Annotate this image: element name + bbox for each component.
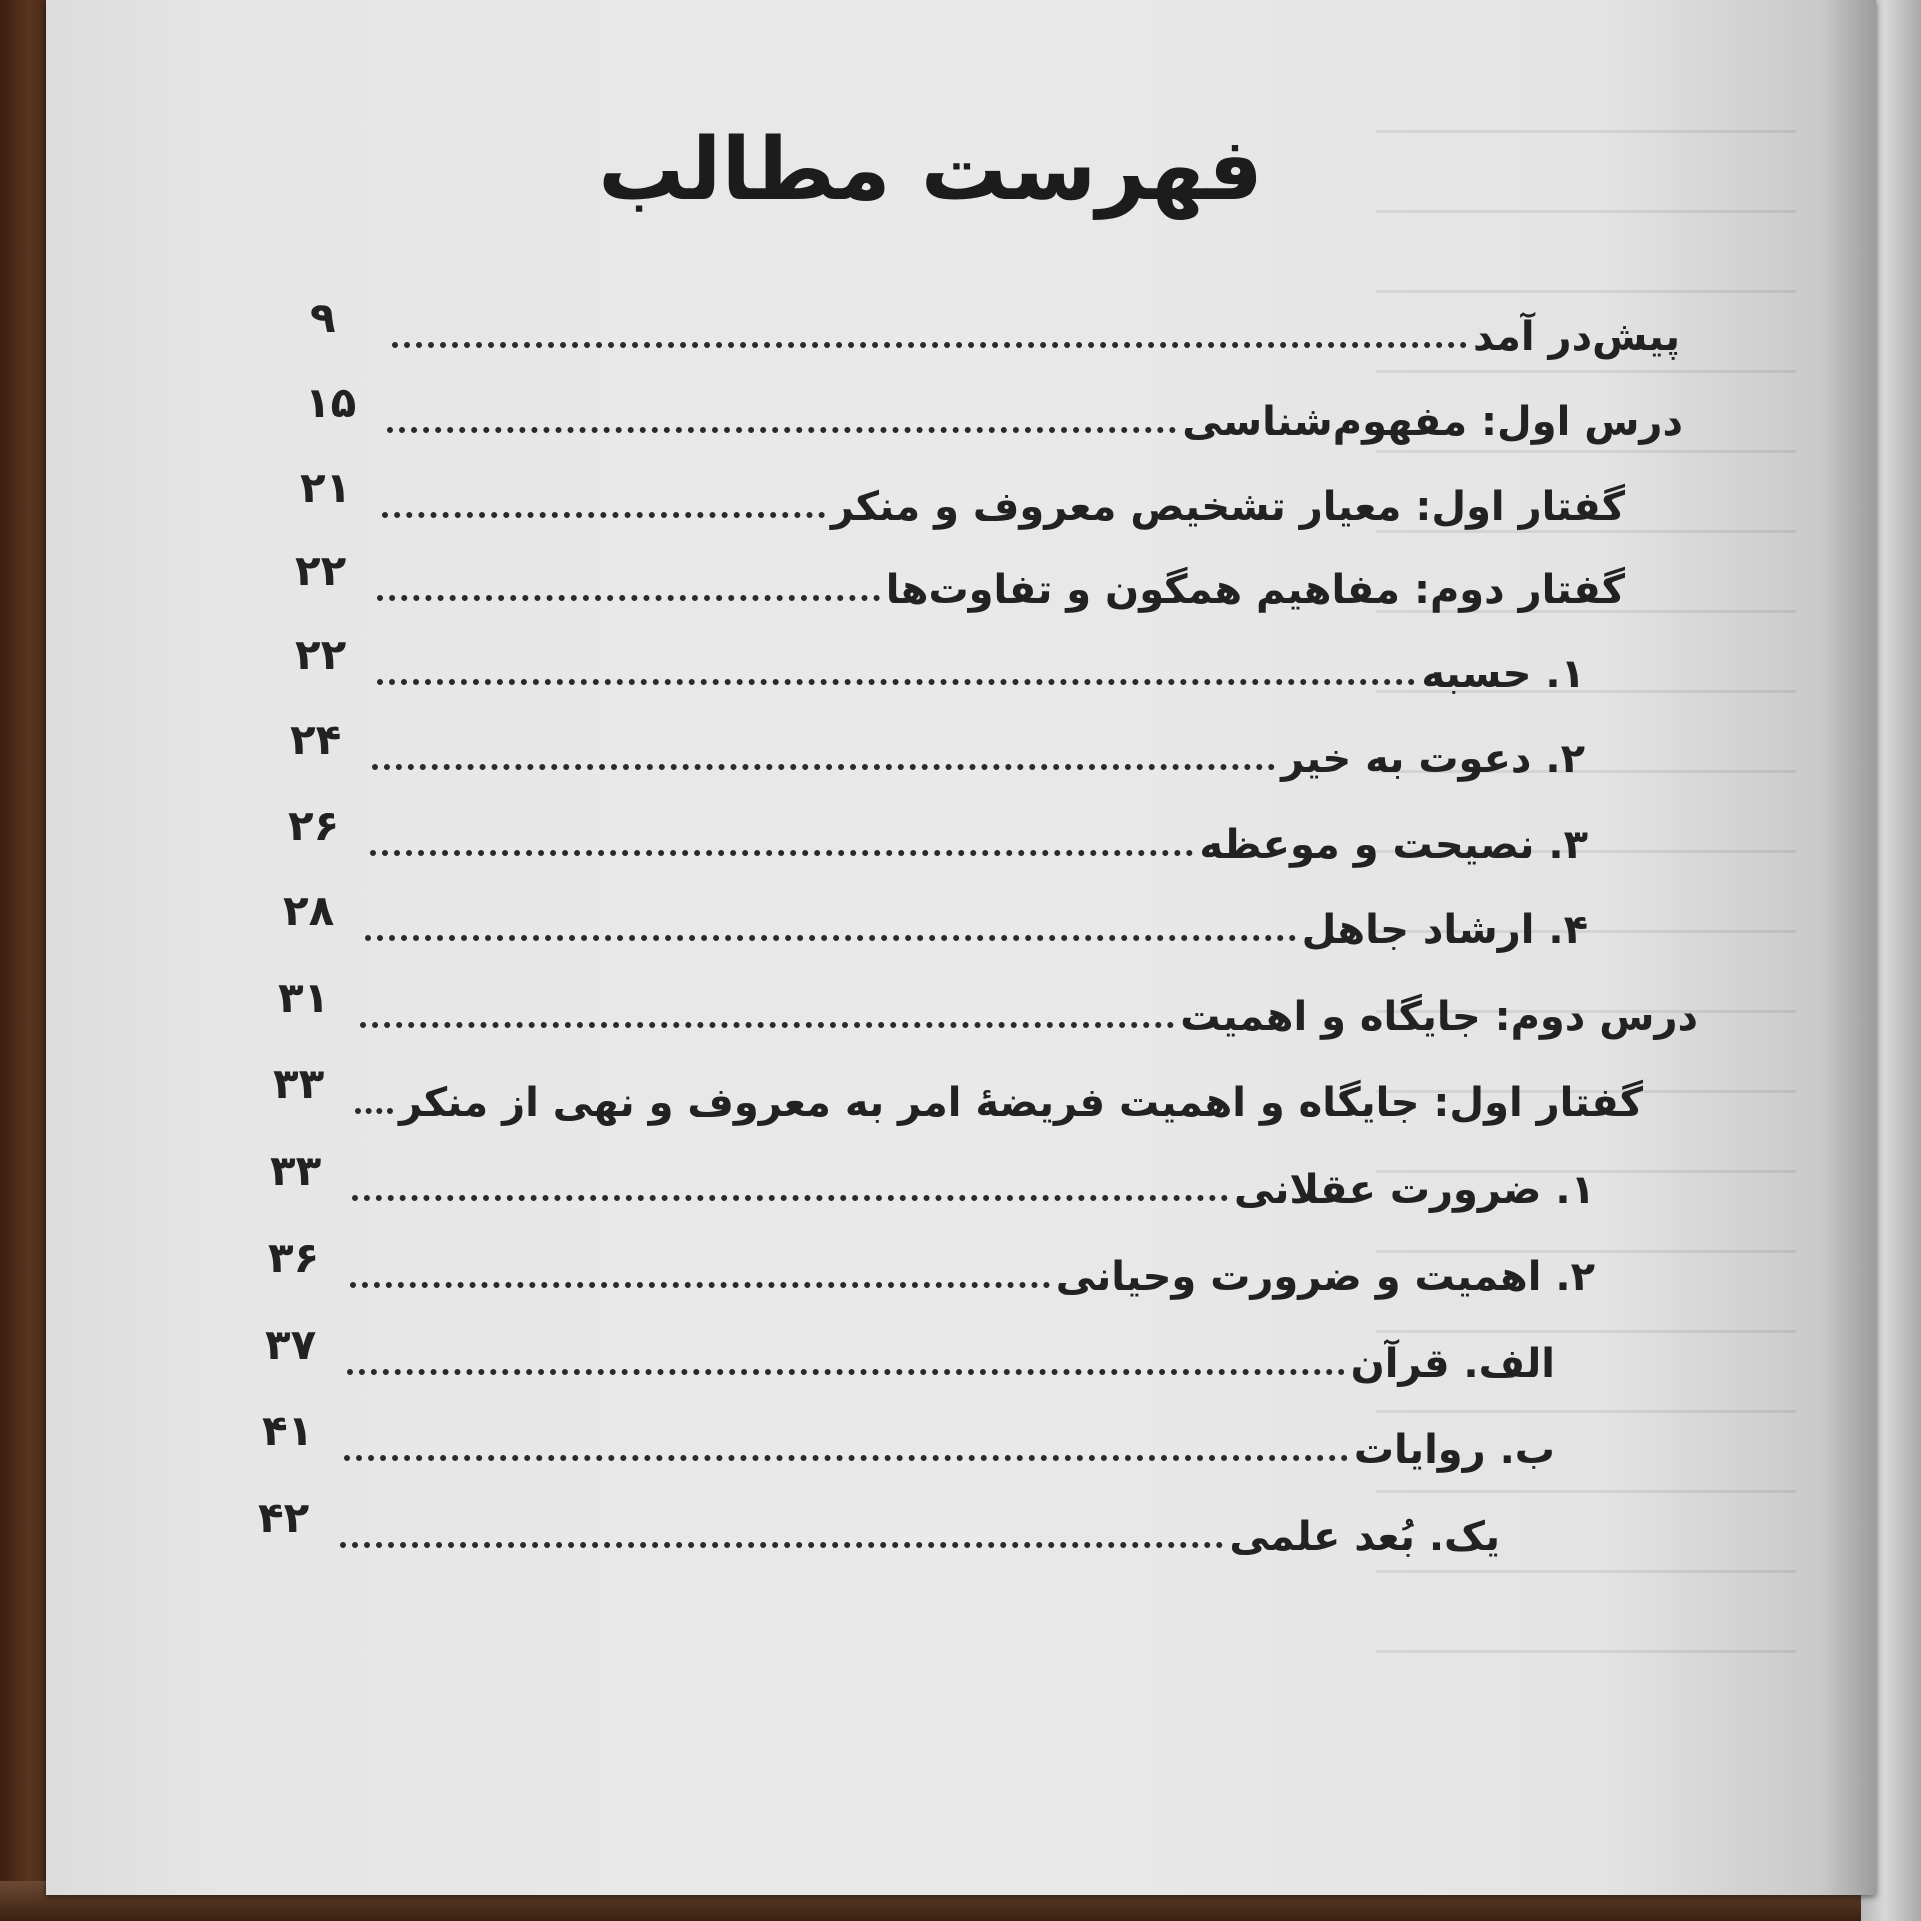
- dot-leader: [360, 1022, 1174, 1028]
- toc-entry-page: ۲۸: [283, 886, 335, 935]
- dot-leader: [382, 512, 825, 518]
- toc-entry: [310, 293, 1680, 360]
- dot-leader: [355, 1108, 393, 1114]
- toc-entry: [270, 1146, 1595, 1213]
- toc-entry-page: ۴۲: [258, 1493, 310, 1542]
- toc-entry-page: ۲۱: [300, 463, 352, 512]
- toc-entry-page: ۲۴: [290, 715, 342, 764]
- dot-leader: [340, 1542, 1223, 1548]
- dot-leader: [352, 1195, 1228, 1201]
- toc-entry-title: ۱. حسبه: [1421, 651, 1585, 697]
- dot-leader: [377, 679, 1415, 685]
- toc-entry: [258, 1493, 1500, 1560]
- toc-entry-page: ۳۶: [268, 1233, 320, 1282]
- toc-entry-title: درس اول: مفهوم‌شناسی: [1182, 399, 1683, 445]
- page-title: فهرست مطالب: [598, 120, 1263, 220]
- toc-entry: [283, 886, 1588, 953]
- toc-entry-title: گفتار اول: معیار تشخیص معروف و منکر: [830, 484, 1625, 530]
- toc-entry-page: ۲۲: [295, 546, 347, 595]
- toc-entry-page: ۳۳: [270, 1146, 322, 1195]
- toc-entry: [273, 1059, 1643, 1126]
- toc-entry-title: ۱. ضرورت عقلانی: [1233, 1167, 1595, 1213]
- toc-entry-title: گفتار دوم: مفاهیم همگون و تفاوت‌ها: [885, 567, 1625, 613]
- dot-leader: [370, 850, 1193, 856]
- toc-entry-page: ۲۶: [288, 801, 340, 850]
- toc-entry: [265, 1320, 1555, 1387]
- toc-entry: [290, 715, 1585, 782]
- dot-leader: [365, 935, 1296, 941]
- toc-entry: [262, 1406, 1555, 1473]
- toc-entry-page: ۱۵: [305, 378, 357, 427]
- toc-entry: [278, 973, 1698, 1040]
- toc-entry-page: ۴۱: [262, 1406, 314, 1455]
- toc-entry-page: ۹: [310, 293, 336, 342]
- toc-entry-title: الف. قرآن: [1350, 1341, 1555, 1387]
- toc-entry-title: درس دوم: جایگاه و اهمیت: [1180, 994, 1698, 1040]
- toc-entry-title: یک. بُعد علمی: [1229, 1514, 1500, 1560]
- dot-leader: [372, 764, 1275, 770]
- toc-entry-title: ۲. اهمیت و ضرورت وحیانی: [1055, 1254, 1595, 1300]
- toc-entry-title: ۲. دعوت به خیر: [1281, 736, 1585, 782]
- toc-entry-title: پیش‌در آمد: [1473, 314, 1680, 360]
- toc-entry: [295, 630, 1585, 697]
- toc-entry: [300, 463, 1625, 530]
- dot-leader: [392, 342, 1467, 348]
- toc-entry-page: ۳۱: [278, 973, 330, 1022]
- toc-entry-page: ۲۲: [295, 630, 347, 679]
- toc-entry-page: ۳۳: [273, 1059, 325, 1108]
- toc-entry-title: ۳. نصیحت و موعظه: [1199, 822, 1588, 868]
- dot-leader: [347, 1369, 1345, 1375]
- toc-entry-title: ب. روایات: [1353, 1427, 1555, 1473]
- toc-entry: [305, 378, 1683, 445]
- toc-entry: [288, 801, 1588, 868]
- dot-leader: [377, 595, 880, 601]
- toc-entry: [295, 546, 1625, 613]
- toc-entry-page: ۳۷: [265, 1320, 317, 1369]
- dot-leader: [344, 1455, 1348, 1461]
- toc-entry-title: ۴. ارشاد جاهل: [1301, 907, 1588, 953]
- dot-leader: [387, 427, 1176, 433]
- toc-entry: [268, 1233, 1595, 1300]
- toc-entry-title: گفتار اول: جایگاه و اهمیت فریضهٔ امر به معروف و نهی از منکر: [398, 1080, 1643, 1126]
- dot-leader: [350, 1282, 1050, 1288]
